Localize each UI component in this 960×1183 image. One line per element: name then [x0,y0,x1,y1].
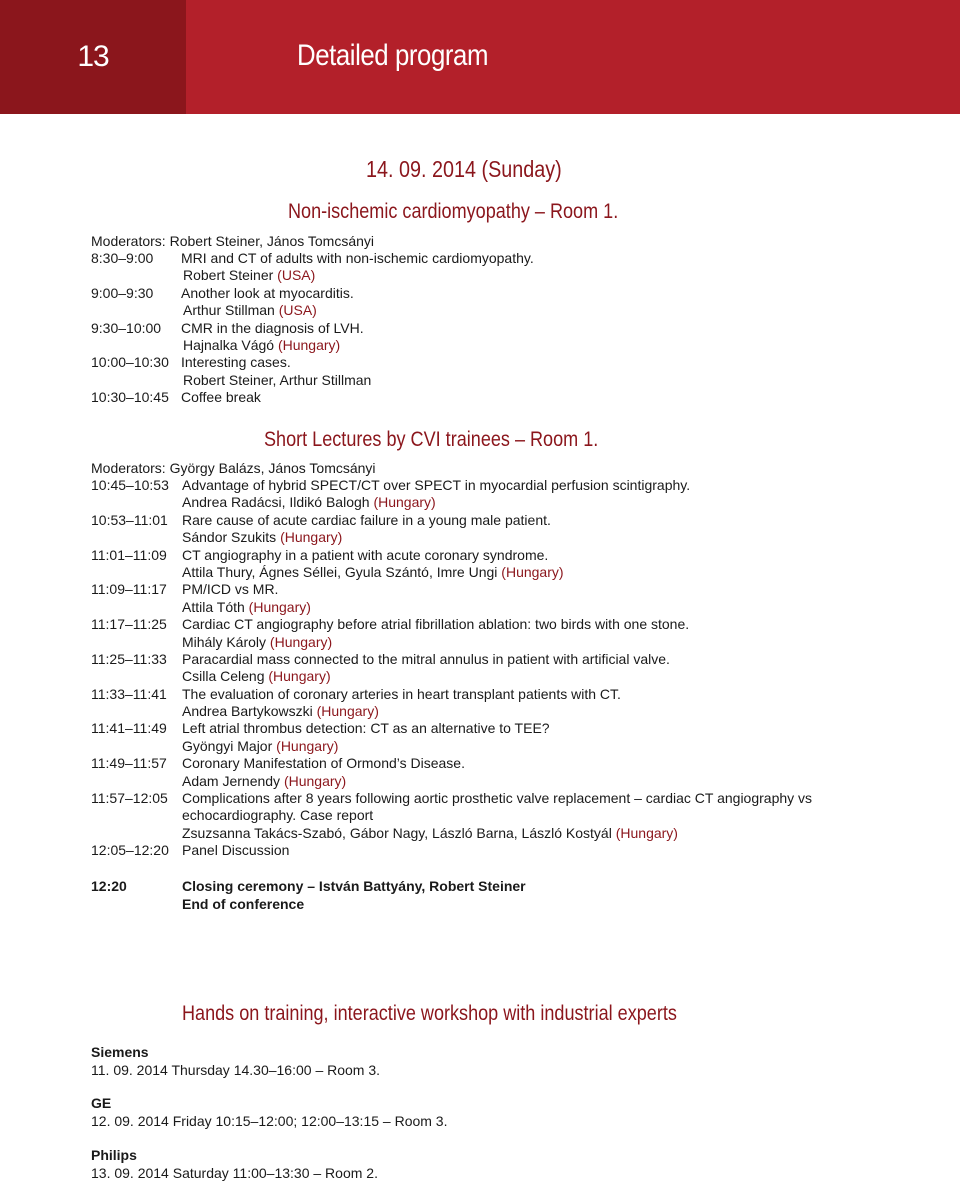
closing-time: 12:20 [91,878,127,894]
row-country: (Hungary) [280,529,343,546]
row-time: 11:17–11:25 [91,616,167,633]
expert-detail: 13. 09. 2014 Saturday 11:00–13:30 – Room 2. [91,1165,378,1181]
row-time: 11:49–11:57 [91,755,167,772]
page-number: 13 [0,0,186,114]
row-time: 10:53–11:01 [91,511,168,528]
row-speaker: Hajnalka Vágó [183,336,275,353]
row-speaker: Gyöngyi Major [182,737,273,754]
row-speaker: Csilla Celeng [182,668,265,685]
row-country: (Hungary) [276,737,339,754]
day-heading: 14. 09. 2014 (Sunday) [366,156,562,182]
moderators-label: Moderators: [91,460,166,476]
row-country: (Hungary) [316,703,379,720]
row-speaker: Sándor Szukits [182,529,277,546]
row-time: 11:41–11:49 [91,720,167,737]
row-country: (Hungary) [248,598,311,615]
row-title-continued: echocardiography. Case report [182,807,374,824]
row-title: CT angiography in a patient with acute coronary syndrome. [182,546,549,563]
expert-detail: 11. 09. 2014 Thursday 14.30–16:00 – Room 3. [91,1062,381,1078]
expert-name: Philips [91,1147,137,1163]
row-speaker: Attila Thury, Ágnes Séllei, Gyula Szántó, Imre Ungi [182,563,498,580]
expert-name: GE [91,1095,112,1111]
row-country: (Hungary) [269,633,333,650]
page-title: Detailed program [297,39,489,72]
row-title: Panel Discussion [182,842,290,859]
section2-moderators [91,460,376,476]
row-country: (Hungary) [283,772,347,789]
moderators-names: György Balázs, János Tomcsányi [169,460,376,476]
row-title: Coffee break [181,389,261,406]
row-title: Left atrial thrombus detection: CT as an alternative to TEE? [182,720,550,737]
row-title: Coronary Manifestation of Ormond’s Disease. [182,755,465,772]
row-title: Cardiac CT angiography before atrial fibrillation ablation: two birds with one stone. [182,616,690,633]
row-country: (Hungary) [615,824,678,841]
row-speaker: Robert Steiner, Arthur Stillman [183,371,372,388]
row-time: 11:01–11:09 [91,546,167,563]
row-country: (USA) [278,302,317,319]
row-time: 10:00–10:30 [91,354,169,371]
row-time: 10:30–10:45 [91,389,169,406]
row-time: 12:05–12:20 [91,842,169,859]
row-country: (USA) [277,267,316,284]
row-speaker: Andrea Bartykowszki [182,703,313,720]
section3-title: Hands on training, interactive workshop with industrial experts [182,1002,677,1025]
expert-ge [91,1094,448,1130]
row-time: 9:00–9:30 [91,284,154,301]
expert-name: Siemens [91,1044,149,1060]
row-speaker: Mihály Károly [182,633,267,650]
row-title: The evaluation of coronary arteries in heart transplant patients with CT. [182,685,621,702]
section1-title: Non-ischemic cardiomyopathy – Room 1. [288,200,619,223]
row-title: PM/ICD vs MR. [182,581,279,598]
row-time: 11:09–11:17 [91,581,167,598]
row-speaker: Zsuzsanna Takács-Szabó, Gábor Nagy, László Barna, László Kostyál [182,824,612,841]
row-title: MRI and CT of adults with non-ischemic cardiomyopathy. [181,250,534,266]
row-time: 8:30–9:00 [91,250,154,266]
moderators-label: Moderators: [91,233,166,249]
row-time: 11:57–12:05 [91,790,168,807]
expert-detail: 12. 09. 2014 Friday 10:15–12:00; 12:00–13:15 – Room 3. [91,1113,448,1129]
row-time: 10:45–10:53 [91,477,169,493]
row-time: 9:30–10:00 [91,319,162,336]
row-title: Rare cause of acute cardiac failure in a young male patient. [182,511,551,528]
expert-philips [91,1146,378,1182]
row-country: (Hungary) [277,336,341,353]
expert-siemens [91,1043,380,1079]
row-title: Advantage of hybrid SPECT/CT over SPECT in myocardial perfusion scintigraphy. [182,477,691,493]
row-title: Another look at myocarditis. [181,284,354,301]
row-title: Interesting cases. [181,354,291,371]
row-title: CMR in the diagnosis of LVH. [181,319,364,336]
section2-title: Short Lectures by CVI trainees – Room 1. [264,428,599,451]
row-speaker: Arthur Stillman [183,302,275,319]
row-country: (Hungary) [268,668,331,685]
closing-line1: Closing ceremony – István Battyány, Robert Steiner [182,878,526,894]
section1-moderators [91,233,374,249]
row-speaker: Andrea Radácsi, Ildikó Balogh [182,494,370,511]
row-country: (Hungary) [373,494,436,511]
row-speaker: Adam Jernendy [182,772,281,789]
row-country: (Hungary) [501,563,564,580]
row-title: Complications after 8 years following aortic prosthetic valve replacement – cardiac CT angiography vs [182,790,813,807]
moderators-names: Robert Steiner, János Tomcsányi [169,233,374,249]
row-time: 11:25–11:33 [91,650,167,667]
row-time: 11:33–11:41 [91,685,167,702]
row-speaker: Robert Steiner [183,267,274,284]
closing-line2: End of conference [182,896,305,912]
row-speaker: Attila Tóth [182,598,245,615]
row-title: Paracardial mass connected to the mitral annulus in patient with artificial valve. [182,650,670,667]
